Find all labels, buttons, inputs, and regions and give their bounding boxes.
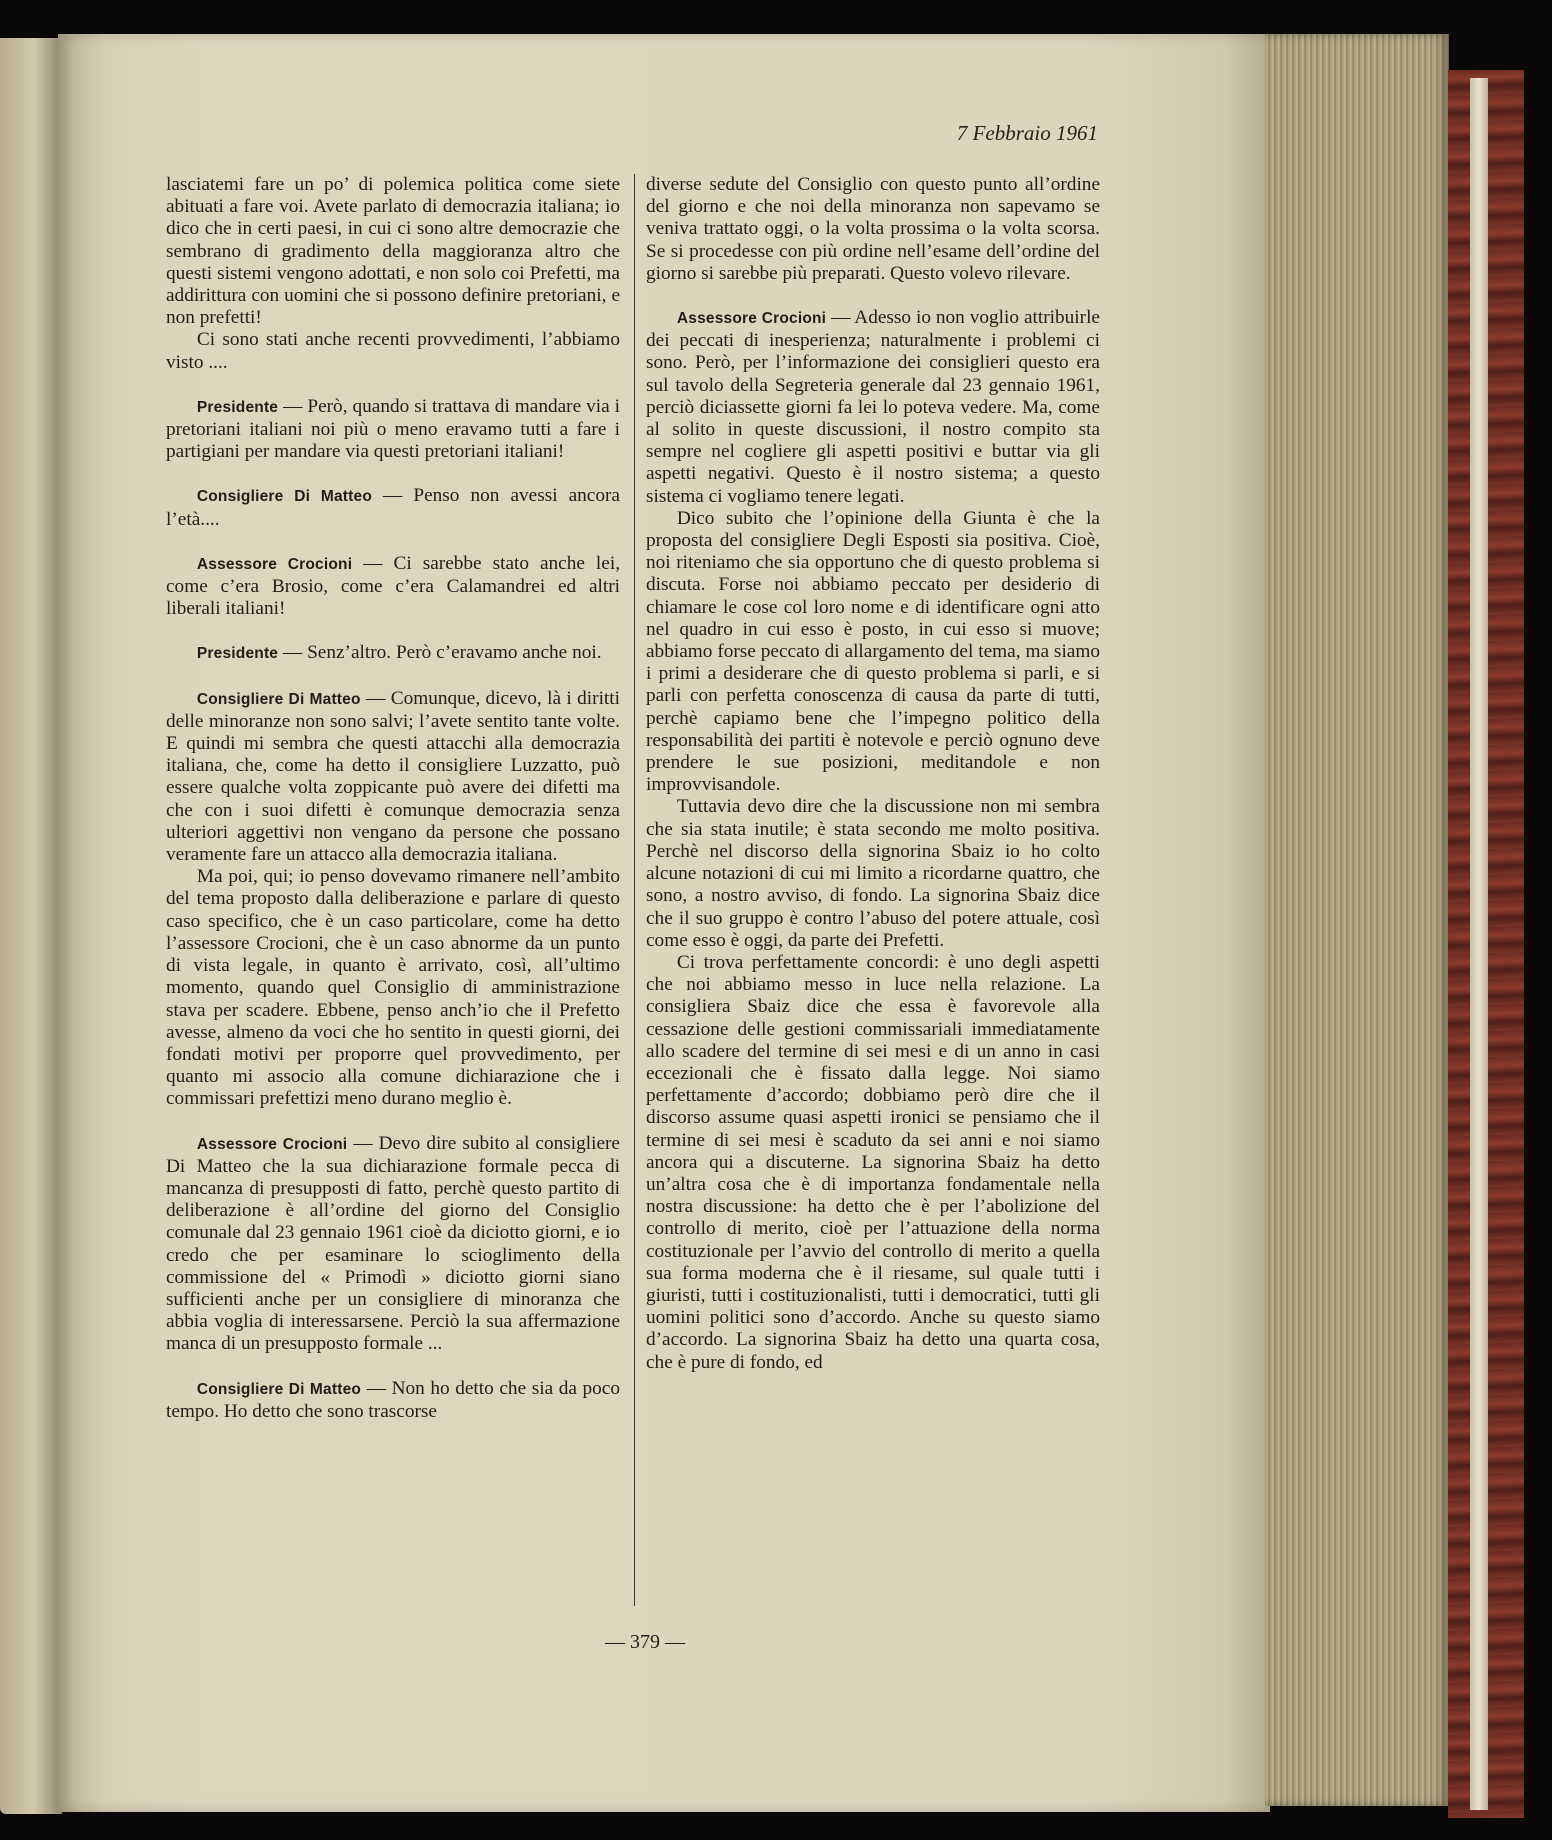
paragraph-text: Però, quando si trattava di mandare via i pretoriani italiani noi più o meno eravamo tutti a fare i partigiani per mandare via questi pretoriani italiani! <box>166 395 620 463</box>
speech-paragraph <box>166 1378 620 1423</box>
paragraph-text: Tuttavia devo dire che la discussione non mi sembra che sia stata inutile; è stata secondo me molto positiva. Perchè nel discorso della signorina Sbaiz io ho colto alcune notazioni di cui mi limito a ricordarne quattro, che sono, a nostro avviso, di fondo. La signorina Sbaiz dice che il suo gruppo è contro l’abuso del potere attuale, così come esso è oggi, da parte dei Prefetti. <box>646 796 1100 951</box>
speaker-name: Assessore Crocioni <box>196 555 353 573</box>
speech-paragraph <box>646 307 1100 508</box>
text-paragraph <box>166 174 620 329</box>
paragraph-text: Ci sarebbe stato anche lei, come c’era Brosio, come c’era Calamandrei ed altri liberali italiani! <box>166 552 621 620</box>
text-paragraph <box>646 508 1100 797</box>
speaker-name: Presidente <box>196 398 279 416</box>
paragraph-text: Dico subito che l’opinione della Giunta è che la proposta del consigliere Degli Esposti sia positiva. Cioè, noi riteniamo che sia opportuno che di questo problema si discuta. Forse noi abbiamo peccato per desiderio di chiamare le cose col loro nome e di identificare ogni atto nel quadro in cui esso è posto, in cui esso si muove; abbiamo forse peccato di allargamento del tema, ma siamo i primi a desiderare che di questo problema si parli, e si parli con perfetta conoscenza di causa da parte di tutti, perchè capiamo bene che l’impegno politico della responsabilità dei partiti è notevole e perciò ognuno deve prendere le sue posizioni, meditandole e non improvvisandole. <box>646 507 1100 796</box>
cover-board-edge <box>1470 78 1488 1810</box>
speaker-name: Assessore Crocioni <box>196 1135 348 1153</box>
running-header-date: 7 Febbraio 1961 <box>956 121 1098 145</box>
speech-paragraph <box>166 688 620 867</box>
right-text-column <box>646 174 1100 1374</box>
speaker-dash: — <box>366 1377 386 1399</box>
text-paragraph <box>646 174 1100 285</box>
speaker-name: Assessore Crocioni <box>676 310 827 328</box>
facing-page-edge <box>0 38 62 1814</box>
speaker-dash: — <box>366 687 386 709</box>
text-paragraph <box>646 796 1100 951</box>
text-paragraph <box>646 952 1100 1374</box>
speaker-dash: — <box>282 642 303 664</box>
speaker-dash: — <box>363 552 383 574</box>
paragraph-text: Ci sono stati anche recenti provvedimenti, l’abbiamo visto .... <box>166 329 620 373</box>
speaker-name: Consigliere Di Matteo <box>196 488 372 506</box>
speech-paragraph <box>166 396 620 464</box>
speech-paragraph <box>166 485 620 530</box>
speaker-dash: — <box>283 395 303 417</box>
paragraph-text: Penso non avessi ancora l’età.... <box>166 485 620 530</box>
column-divider <box>634 174 635 1606</box>
speaker-dash: — <box>383 485 403 507</box>
paragraph-text: lasciatemi fare un po’ di polemica politica come siete abituati a fare voi. Avete parlato di democrazia italiana; io dico che in certi paesi, in cui ci sono altre democrazie che sembrano di gradimento della maggioranza altro che questi sistemi vengono adottati, e non solo coi Prefetti, ma addirittura con uomini che si possono definire pretoriani, e non prefetti! <box>166 174 620 329</box>
page-stack-edges <box>1265 34 1449 1806</box>
paragraph-text: Adesso io non voglio attribuirle dei peccati di inesperienza; naturalmente i problemi ci sono. Però, per l’informazione dei consiglieri questo era sul tavolo della Segreteria generale dal 23 gennaio 1961, perciò diciassette giorni fa lei lo poteva vedere. Ma, come al solito in queste discussioni, il nostro compito sta sempre nel cogliere gli aspetti positivi e buttar via gli aspetti negativi. Questo è il nostro sistema; a questo sistema ci vogliamo tenere legati. <box>646 307 1100 507</box>
text-paragraph <box>166 866 620 1110</box>
page-number: — 379 — <box>605 1631 685 1653</box>
text-paragraph <box>166 329 620 373</box>
left-text-column <box>166 174 620 1423</box>
speaker-name: Consigliere Di Matteo <box>196 1380 362 1398</box>
paragraph-text: Senz’altro. Però c’eravamo anche noi. <box>307 642 602 664</box>
paragraph-text: diverse sedute del Consiglio con questo punto all’ordine del giorno e che noi della minoranza non sapevamo se veniva trattato oggi, o la volta prossima o la volta scorsa. Se si procedesse con più ordine nell’esame dell’ordine del giorno si sarebbe più preparati. Questo volevo rilevare. <box>646 174 1100 284</box>
speech-paragraph <box>166 1133 620 1356</box>
paragraph-text: Devo dire subito al consigliere Di Matteo che la sua dichiarazione formale pecca di mancanza di presupposti di fatto, perchè questo partito di deliberazione è all’ordine del giorno del Consiglio comunale dal 23 gennaio 1961 cioè da diciotto giorni, e io credo che per esaminare lo scioglimento della commissione del « Primodì » diciotto giorni siano sufficienti anche per un consigliere di minoranza che abbia voglia di interessarsene. Perciò la sua affermazione manca di un presupposto formale ... <box>166 1132 620 1355</box>
speaker-name: Presidente <box>196 645 279 663</box>
speaker-name: Consigliere Di Matteo <box>196 690 361 708</box>
paragraph-text: Comunque, dicevo, là i diritti delle minoranze non sono salvi; l’avete sentito tante volte. E quindi mi sembra che questi attacchi alla democrazia italiana, che, come ha detto il consigliere Luzzatto, può essere qualche volta zoppicante può avere dei difetti ma che con i suoi difetti è comunque democrazia senza ulteriori aggettivi non vengano da persone che possano veramente fare un attacco alla democrazia italiana. <box>166 687 620 866</box>
speech-paragraph <box>166 553 620 621</box>
speaker-dash: — <box>353 1132 373 1154</box>
paragraph-text: Ma poi, qui; io penso dovevamo rimanere nell’ambito del tema proposto dalla deliberazione e parlare di questo caso specifico, che è un caso particolare, come ha detto l’assessore Crocioni, che è un caso abnorme da un punto di vista legale, in quanto è arrivato, così, all’ultimo momento, quando quel Consiglio di amministrazione stava per scadere. Ebbene, penso anch’io che il Prefetto avesse, almeno da voci che ho sentito in questi giorni, dei fondati motivi per proporre quel provvedimento, per quanto mi associo alla comune dichiarazione che i commissari prefettizi meno durano meglio è. <box>166 866 620 1110</box>
paragraph-text: Non ho detto che sia da poco tempo. Ho detto che sono trascorse <box>166 1377 620 1422</box>
speaker-dash: — <box>831 307 851 329</box>
speech-paragraph <box>166 642 620 665</box>
paragraph-text: Ci trova perfettamente concordi: è uno degli aspetti che noi abbiamo messo in luce nella relazione. La consigliera Sbaiz dice che essa è favorevole alla cessazione delle gestioni commissariali immediatamente allo scadere del termine di sei mesi e di un anno in casi eccezionali che è fissato dalla legge. Noi siamo perfettamente d’accordo; dobbiamo però dire che il discorso assume quasi aspetti ironici se pensiamo che il termine di sei mesi è scaduto da sei anni e noi siamo ancora qui a discuterne. La signorina Sbaiz ha detto un’altra cosa che è di importanza fondamentale nella nostra discussione: ha detto che è per l’abolizione del controllo di merito, cioè per l’attuazione della norma costituzionale per l’avvio del controllo di merito a quella sua forma moderna che è il riesame, sul quale tutti i giuristi, tutti i costituzionalisti, tutti i democratici, tutti gli uomini politici sono d’accordo. Anche su questo siamo d’accordo. La signorina Sbaiz ha detto una quarta cosa, che è pure di fondo, ed <box>646 951 1100 1373</box>
